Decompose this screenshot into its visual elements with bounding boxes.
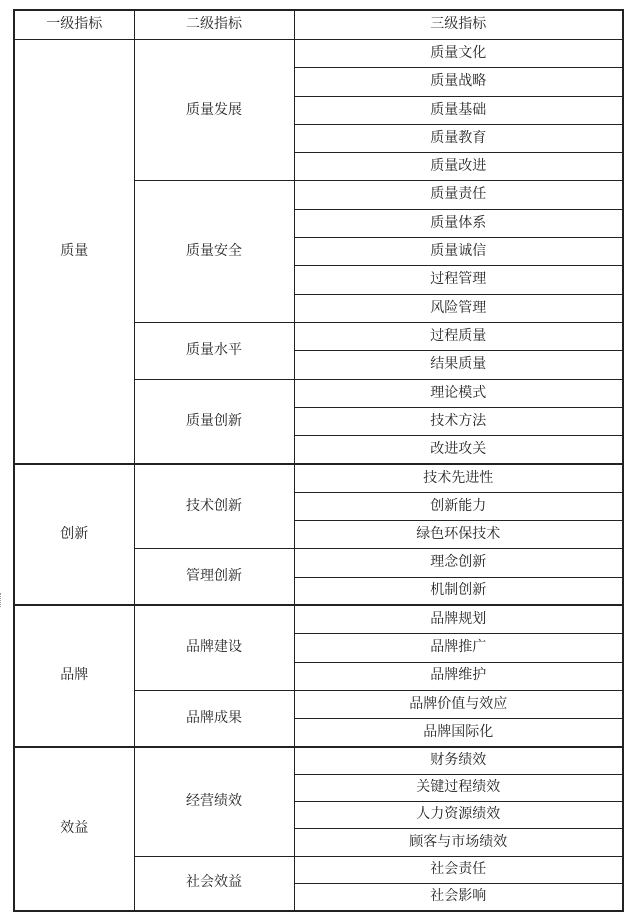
- level3-cell: 财务绩效: [294, 747, 623, 774]
- table-row: [14, 605, 623, 633]
- level3-cell: 顾客与市场绩效: [294, 829, 623, 856]
- level2-cell: 经营绩效: [134, 747, 294, 856]
- level2-cell: 技术创新: [134, 464, 294, 549]
- level3-cell: 质量教育: [294, 124, 623, 152]
- level2-cell: 品牌成果: [134, 690, 294, 747]
- level3-cell: 质量诚信: [294, 238, 623, 266]
- level3-cell: 品牌规划: [294, 605, 623, 633]
- table-row: [14, 40, 623, 68]
- level3-cell: 质量文化: [294, 40, 623, 68]
- level3-cell: 质量责任: [294, 181, 623, 209]
- margin-mark: [0, 593, 3, 607]
- table-body: [14, 40, 623, 911]
- level1-cell: 品牌: [14, 605, 134, 746]
- level3-cell: 质量基础: [294, 96, 623, 124]
- level3-cell: 社会影响: [294, 883, 623, 910]
- level3-cell: 绿色环保技术: [294, 521, 623, 549]
- header-level3: 三级指标: [294, 10, 623, 40]
- level3-cell: 品牌国际化: [294, 719, 623, 747]
- level3-cell: 机制创新: [294, 577, 623, 605]
- level3-cell: 品牌价值与效应: [294, 690, 623, 718]
- level3-cell: 社会责任: [294, 856, 623, 883]
- level3-cell: 理论模式: [294, 379, 623, 407]
- indicator-table: [13, 9, 624, 912]
- level3-cell: 技术先进性: [294, 464, 623, 492]
- level1-cell: 创新: [14, 464, 134, 605]
- level2-cell: 管理创新: [134, 549, 294, 606]
- level3-cell: 风险管理: [294, 294, 623, 322]
- level2-cell: 品牌建设: [134, 605, 294, 690]
- level3-cell: 人力资源绩效: [294, 802, 623, 829]
- level2-cell: 质量水平: [134, 322, 294, 379]
- level3-cell: 关键过程绩效: [294, 774, 623, 801]
- header-level2: 二级指标: [134, 10, 294, 40]
- header-row: [14, 10, 623, 40]
- level3-cell: 质量体系: [294, 209, 623, 237]
- table-row: [14, 747, 623, 774]
- header-level1: 一级指标: [14, 10, 134, 40]
- level2-cell: 社会效益: [134, 856, 294, 911]
- level3-cell: 质量改进: [294, 153, 623, 181]
- level3-cell: 质量战略: [294, 68, 623, 96]
- level3-cell: 过程管理: [294, 266, 623, 294]
- level3-cell: 理念创新: [294, 549, 623, 577]
- level3-cell: 品牌维护: [294, 662, 623, 690]
- level3-cell: 结果质量: [294, 351, 623, 379]
- level2-cell: 质量发展: [134, 40, 294, 181]
- level3-cell: 过程质量: [294, 322, 623, 350]
- level3-cell: 品牌推广: [294, 634, 623, 662]
- table-row: [14, 464, 623, 492]
- level3-cell: 创新能力: [294, 492, 623, 520]
- level1-cell: 质量: [14, 40, 134, 464]
- level3-cell: 改进攻关: [294, 436, 623, 464]
- level2-cell: 质量创新: [134, 379, 294, 464]
- level2-cell: 质量安全: [134, 181, 294, 322]
- level1-cell: 效益: [14, 747, 134, 911]
- level3-cell: 技术方法: [294, 407, 623, 435]
